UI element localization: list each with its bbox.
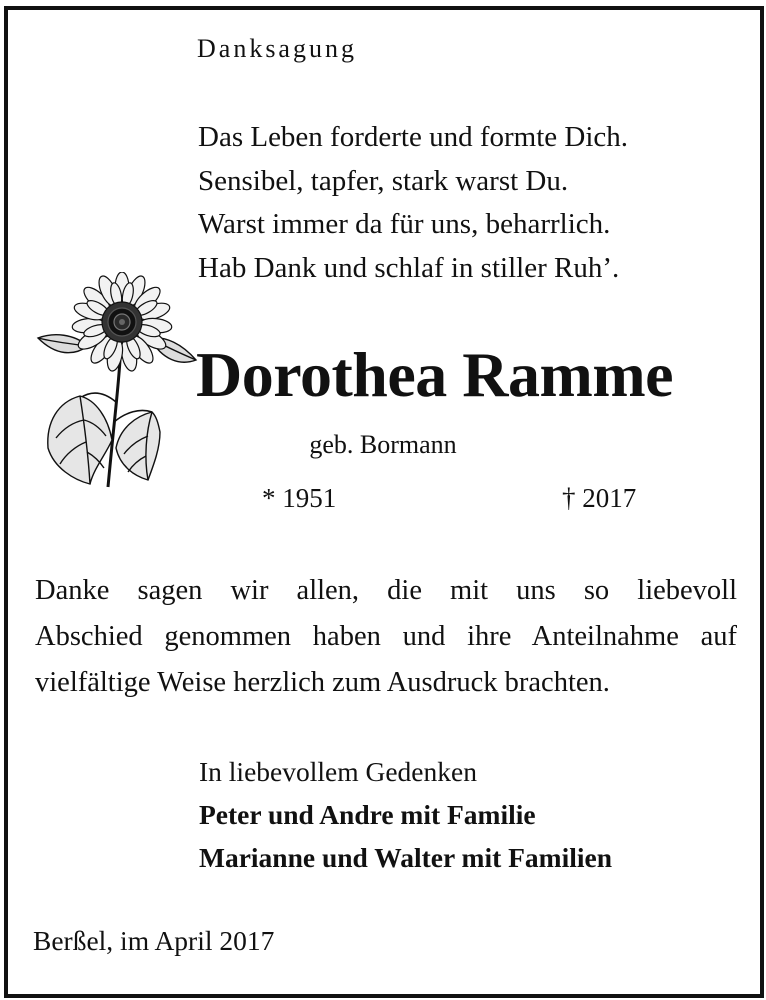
- birth-year: * 1951: [262, 483, 337, 513]
- family-signature: Peter und Andre mit Familie: [199, 799, 536, 830]
- place-date: Berßel, im April 2017: [33, 925, 275, 956]
- signature-block: [199, 750, 612, 879]
- thanks-line: vielfältige Weise herzlich zum Ausdruck brachten.: [35, 667, 610, 698]
- family-signature: Marianne und Walter mit Familien: [199, 842, 613, 873]
- sunflower-icon: [34, 272, 204, 497]
- poem-line: Sensibel, tapfer, stark warst Du.: [198, 164, 569, 197]
- thanks-line: Abschied genommen haben und ihre Anteilnahme auf: [35, 621, 737, 652]
- poem-line: Das Leben forderte und formte Dich.: [198, 121, 629, 153]
- thanks-line: Danke sagen wir allen, die mit uns so liebevoll: [35, 575, 737, 606]
- poem-line: Warst immer da für uns, beharrlich.: [198, 208, 611, 240]
- maiden-name: geb. Bormann: [309, 430, 457, 459]
- poem-line: Hab Dank und schlaf in stiller Ruh’.: [198, 251, 620, 284]
- thanks-paragraph: [35, 568, 737, 706]
- death-year: † 2017: [562, 483, 637, 513]
- notice-heading: Danksagung: [197, 34, 357, 63]
- deceased-name: Dorothea Ramme: [196, 339, 674, 410]
- poem: [198, 116, 628, 290]
- closing-greeting: In liebevollem Gedenken: [199, 756, 477, 787]
